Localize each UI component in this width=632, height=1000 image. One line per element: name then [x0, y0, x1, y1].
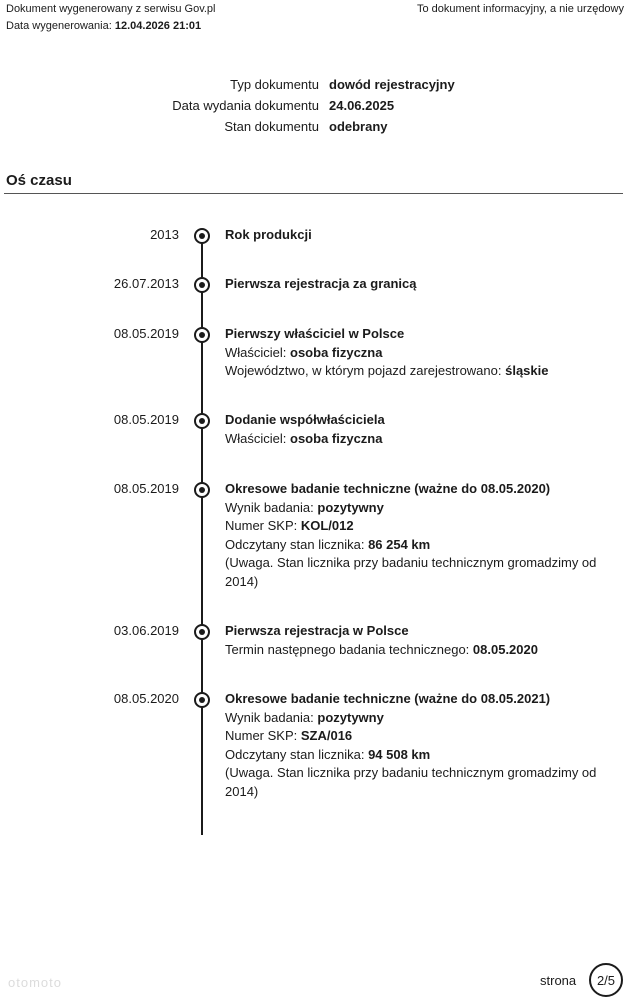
event-title: Dodanie współwłaściciela [225, 412, 385, 427]
watermark-text: otomoto [8, 975, 62, 990]
timeline-axis [201, 235, 203, 835]
summary-row [0, 95, 632, 116]
detail-label: Właściciel: [225, 430, 291, 446]
event-title: Pierwsza rejestracja w Polsce [225, 623, 409, 638]
event-detail-line [225, 344, 600, 363]
timeline-marker-icon [194, 482, 210, 498]
timeline-marker-icon [194, 277, 210, 293]
generated-date-label: Data wygenerowania: [6, 20, 112, 32]
event-date: 08.05.2019 [113, 326, 179, 341]
event-date: 2013 [150, 227, 179, 242]
event-details [225, 275, 600, 294]
event-title: Okresowe badanie techniczne (ważne do 08.05.2021) [225, 691, 551, 706]
summary-value: dowód rejestracyjny [329, 77, 455, 92]
summary-row [0, 116, 632, 137]
page-number: 2/5 [589, 963, 623, 997]
detail-value: osoba fizyczna [290, 430, 383, 446]
detail-value: osoba fizyczna [290, 344, 383, 360]
generated-date [6, 18, 216, 35]
detail-value: śląskie [505, 363, 549, 378]
event-detail-line [225, 430, 600, 449]
event-detail-line [225, 536, 600, 555]
detail-label: (Uwaga. Stan licznika przy badaniu technicznym gromadzimy od 2014) [225, 765, 597, 799]
event-title: Okresowe badanie techniczne (ważne do 08.05.2020) [225, 481, 551, 496]
event-details [225, 325, 600, 381]
event-date: 08.05.2019 [113, 481, 179, 496]
event-detail-line [225, 499, 600, 518]
detail-label: (Uwaga. Stan licznika przy badaniu technicznym gromadzimy od 2014) [225, 555, 597, 589]
generated-from-text: Dokument wygenerowany z serwisu Gov.pl [6, 3, 216, 15]
timeline-marker-icon [194, 228, 210, 244]
event-date: 26.07.2013 [113, 276, 179, 291]
event-details [225, 226, 600, 245]
detail-label: Właściciel: [225, 344, 291, 360]
event-detail-line [225, 641, 600, 660]
event-date: 08.05.2020 [113, 691, 179, 706]
summary-label: Data wydania dokumentu [172, 98, 319, 113]
disclaimer-text: To dokument informacyjny, a nie urzędowy [416, 3, 624, 15]
event-detail-line [225, 554, 600, 591]
detail-value: KOL/012 [300, 518, 354, 533]
event-date: 03.06.2019 [113, 623, 179, 638]
summary-label: Stan dokumentu [224, 119, 319, 134]
detail-value: pozytywny [317, 499, 384, 515]
event-details [225, 411, 600, 448]
detail-label: Wynik badania: [225, 709, 318, 725]
event-date: 08.05.2019 [113, 412, 179, 427]
detail-value: 94 508 km [368, 746, 431, 762]
timeline-title: Oś czasu [6, 172, 72, 189]
summary-value: odebrany [329, 119, 388, 134]
page-label: strona [540, 973, 577, 988]
summary-value: 24.06.2025 [329, 98, 395, 113]
section-divider [4, 193, 623, 194]
event-detail-line [225, 727, 600, 746]
event-title: Rok produkcji [225, 227, 312, 242]
detail-label: Odczytany stan licznika: [225, 746, 369, 762]
summary-label: Typ dokumentu [230, 77, 319, 92]
detail-label: Województwo, w którym pojazd zarejestrowano: [225, 363, 506, 378]
detail-label: Termin następnego badania technicznego: [225, 641, 473, 657]
detail-label: Numer SKP: [225, 518, 301, 533]
event-title: Pierwsza rejestracja za granicą [225, 276, 417, 291]
detail-value: SZA/016 [300, 728, 353, 743]
event-detail-line [225, 764, 600, 801]
detail-label: Wynik badania: [225, 499, 318, 515]
event-detail-line [225, 517, 600, 536]
event-detail-line [225, 709, 600, 728]
timeline-marker-icon [194, 692, 210, 708]
event-details [225, 690, 600, 801]
detail-value: 86 254 km [368, 536, 431, 552]
timeline-marker-icon [194, 413, 210, 429]
detail-label: Numer SKP: [225, 728, 301, 743]
event-details [225, 480, 600, 591]
timeline-marker-icon [194, 624, 210, 640]
document-summary [0, 74, 632, 137]
event-title: Pierwszy właściciel w Polsce [225, 326, 405, 341]
detail-label: Odczytany stan licznika: [225, 536, 369, 552]
document-header [6, 1, 216, 35]
event-details [225, 622, 600, 659]
detail-value: 08.05.2020 [472, 641, 538, 657]
generated-date-value: 12.04.2026 21:01 [114, 20, 202, 32]
timeline-marker-icon [194, 327, 210, 343]
summary-row [0, 74, 632, 95]
detail-value: pozytywny [317, 709, 384, 725]
event-detail-line [225, 746, 600, 765]
event-detail-line [225, 362, 600, 381]
